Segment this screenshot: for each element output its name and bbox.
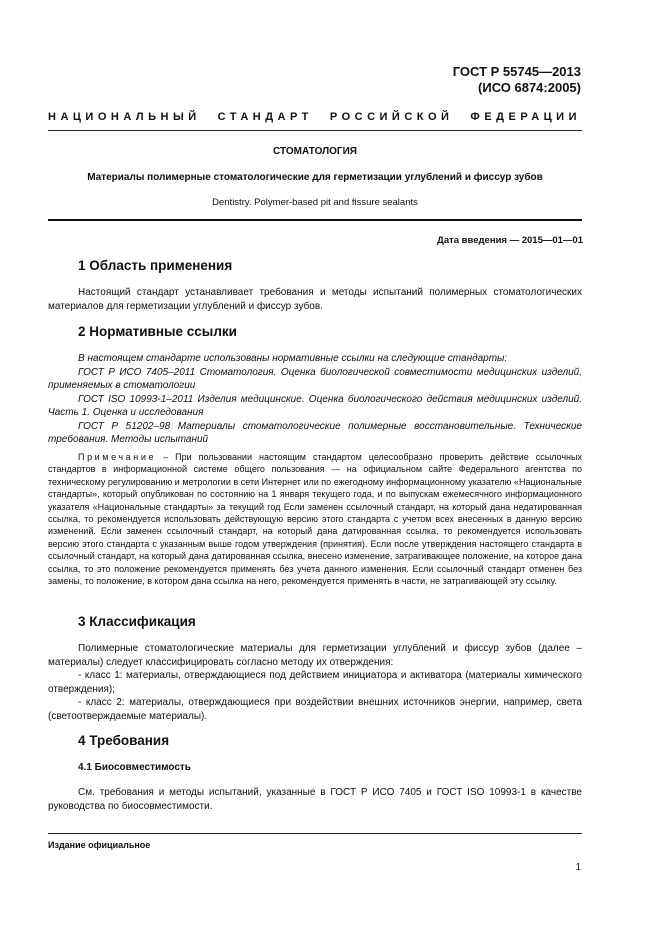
document-subtitle: Материалы полимерные стоматологические для герметизации углублений и фиссур зубов bbox=[87, 172, 543, 183]
document-title: СТОМАТОЛОГИЯ bbox=[273, 146, 357, 157]
reference-item: ГОСТ Р 51202–98 Материалы стоматологические полимерные восстановительные. Технические требования. Методы испытаний bbox=[48, 420, 582, 445]
note-text: – При пользовании настоящим стандартом целесообразно проверить действие ссылочных стандартов в информационной системе общего пользования — на официальном сайте Федерального агентства по техническому регулированию и метрологии в сети Интернет или по ежегодному информационному указателю «Национальные стандарты», который опубликован по состоянию на 1 января текущего года, и по выпускам ежемесячного информационного указателя «Национальные стандарты» за текущий год Если заменен ссылочный стандарт, на который дана недатированная ссылка, то рекомендуется использовать действующую версию этого стандарта с учетом всех внесенных в данную версию изменений. Если заменен ссылочный стандарт, на который дана датированная ссылка, то рекомендуется использовать версию этого стандарта с указанным выше годом утверждения (принятия). Если после утверждения настоящего стандарта в ссылочный стандарт, на который дана датированная ссылка, внесено изменение, затрагивающее положение, на которое дана ссылка, то это положение рекомендуется применять без учета данного изменения. Если ссылочный стандарт отменен без замены, то положение, в котором дана ссылка на него, рекомендуется применять в части, не затрагивающей эту ссылку. bbox=[48, 452, 582, 587]
footer-divider bbox=[48, 833, 582, 834]
reference-item: ГОСТ Р ИСО 7405–2011 Стоматология. Оценка биологической совместимости медицинских изделий, применяемых в стоматологии bbox=[48, 366, 582, 391]
section-3-heading: 3 Классификация bbox=[78, 614, 196, 629]
reference-item: ГОСТ ISO 10993-1–2011 Изделия медицинские. Оценка биологического действия медицинских изделий. Часть 1. Оценка и исследования bbox=[48, 393, 582, 418]
title-divider bbox=[48, 219, 582, 221]
section-4-heading: 4 Требования bbox=[78, 733, 170, 748]
note-label: Примечание bbox=[78, 452, 157, 462]
section-4-1-heading: 4.1 Биосовместимость bbox=[78, 762, 191, 773]
introduction-date: Дата введения — 2015—01—01 bbox=[437, 235, 583, 246]
paragraph: Полимерные стоматологические материалы для герметизации углублений и фиссур зубов (далее – материалы) следует классифицировать согласно методу их отверждения: bbox=[48, 643, 582, 668]
page-number: 1 bbox=[575, 862, 581, 873]
national-standard-line: НАЦИОНАЛЬНЫЙ СТАНДАРТ РОССИЙСКОЙ ФЕДЕРАЦИИ bbox=[48, 111, 581, 123]
section-2-references bbox=[48, 352, 582, 447]
section-1-heading: 1 Область применения bbox=[78, 258, 233, 273]
section-4-1-text bbox=[48, 786, 582, 813]
section-3-text bbox=[48, 642, 582, 723]
reference-intro: В настоящем стандарте использованы нормативные ссылки на следующие стандарты: bbox=[78, 353, 508, 364]
section-2-heading: 2 Нормативные ссылки bbox=[78, 324, 237, 339]
section-1-text bbox=[48, 286, 582, 313]
class-item: - класс 1: материалы, отверждающиеся под действием инициатора и активатора (материалы химического отверждения); bbox=[48, 670, 582, 695]
note-paragraph bbox=[48, 451, 582, 587]
standard-code-header bbox=[453, 64, 581, 96]
document-english-title: Dentistry. Polymer-based pit and fissure sealants bbox=[212, 197, 418, 208]
standard-code: ГОСТ Р 55745—2013 bbox=[452, 64, 581, 79]
official-edition-label: Издание официальное bbox=[48, 840, 151, 850]
header-divider bbox=[48, 130, 582, 131]
class-item: - класс 2: материалы, отверждающиеся при воздействии внешних источников энергии, например, света (светоотверждаемые материалы). bbox=[48, 697, 582, 722]
iso-code: (ИСО 6874:2005) bbox=[478, 80, 581, 95]
paragraph: См. требования и методы испытаний, указанные в ГОСТ Р ИСО 7405 и ГОСТ ISO 10993-1 в качестве руководства по биосовместимости. bbox=[48, 787, 582, 812]
paragraph: Настоящий стандарт устанавливает требования и методы испытаний полимерных стоматологических материалов для герметизации углублений и фиссур зубов. bbox=[48, 287, 582, 312]
section-2-note bbox=[48, 451, 582, 587]
